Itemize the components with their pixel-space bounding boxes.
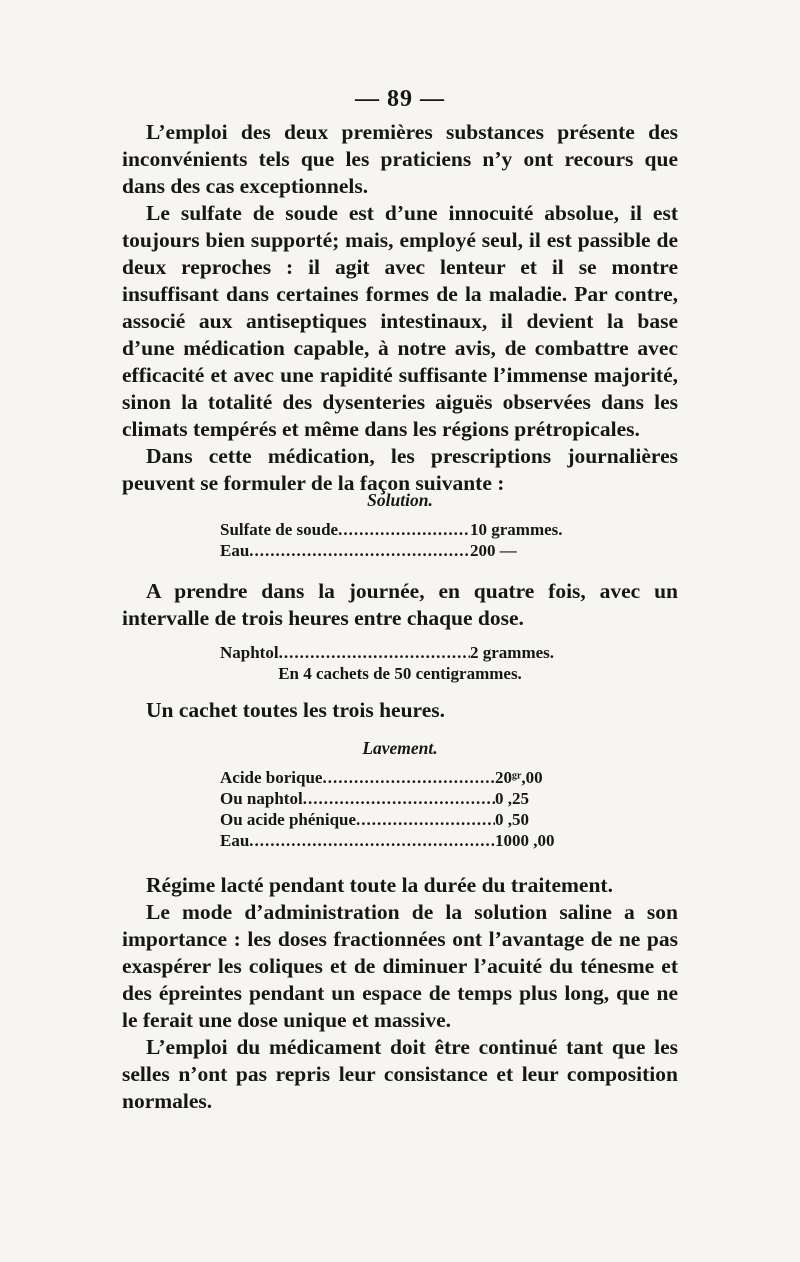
ingredient-name: Ou naphtol [220,789,303,808]
ingredient-quantity: 200 — [470,541,517,560]
dot-leader [338,519,470,540]
dot-leader [322,767,495,788]
lavement-title: Lavement. [362,738,438,758]
page-number: — 89 — [355,86,445,112]
recipe-row [220,809,580,830]
ingredient-quantity: 0 ,50 [495,810,529,829]
ingredient-quantity: 10 grammes. [470,520,563,539]
paragraph-regime: Régime lacté pendant toute la durée du traitement. [146,873,613,897]
recipe-row [220,540,580,561]
recipe-row [220,830,580,851]
paragraph-emploi: L’emploi du médicament doit être continué tant que les selles n’ont pas repris leur consistance et leur composition normales. [122,1035,678,1113]
naphtol-table [220,642,580,663]
body-text-top [122,119,678,497]
naphtol-note: En 4 cachets de 50 centigrammes. [278,664,522,683]
ingredient-name: Ou acide phénique [220,810,357,829]
ingredient-name: Sulfate de soude [220,520,339,539]
ingredient-quantity: 0 ,25 [495,789,529,808]
recipe-row [220,519,580,540]
dot-leader [249,830,495,851]
solution-title: Solution. [367,490,433,510]
paragraph-mode: Le mode d’administration de la solution saline a son importance : les doses fractionnées ont l’avantage de ne pas exaspérer les coliques et de diminuer l’acuité du ténesme et des épreintes pendant un espace de temps plus long, que ne le ferait une dose unique et massive. [122,900,678,1032]
solution-table [220,519,580,561]
dot-leader [249,540,470,561]
body-text-dose [122,578,678,632]
dot-leader [356,809,495,830]
cachet-line: Un cachet toutes les trois heures. [146,698,445,722]
paragraph-3: Dans cette médication, les prescriptions journalières peuvent se formuler de la façon suivante : [122,444,678,495]
body-text-bottom [122,872,678,1115]
ingredient-name: Acide borique [220,768,323,787]
dot-leader [303,788,495,809]
recipe-row [220,642,580,663]
body-text-cachet [122,697,678,724]
paragraph-2: Le sulfate de soude est d’une innocuité absolue, il est toujours bien supporté; mais, employé seul, il est passible de deux reproches : il agit avec lenteur et il se montre insuffisant dans certaines formes de la maladie. Par contre, associé aux antiseptiques intestinaux, il devient la base d’une médication capable, à notre avis, de combattre avec efficacité et avec une rapidité suffisante l’immense majorité, sinon la totalité des dysenteries aiguës observées dans les climats tempérés et même dans les régions prétropicales. [122,201,678,441]
ingredient-name: Eau [220,541,250,560]
paragraph-1: L’emploi des deux premières substances présente des inconvénients tels que les praticiens n’y ont recours que dans des cas exceptionnels. [122,120,678,198]
ingredient-name: Eau [220,831,250,850]
lavement-table [220,767,580,851]
ingredient-quantity: 2 grammes. [470,643,555,662]
ingredient-quantity: 1000 ,00 [495,831,555,850]
recipe-row [220,767,580,788]
dot-leader [279,642,470,663]
ingredient-name: Naphtol [220,643,279,662]
recipe-row [220,788,580,809]
ingredient-quantity: 20ᵍʳ,00 [495,768,543,787]
paragraph-dose: A prendre dans la journée, en quatre fois, avec un intervalle de trois heures entre chaque dose. [122,579,678,630]
